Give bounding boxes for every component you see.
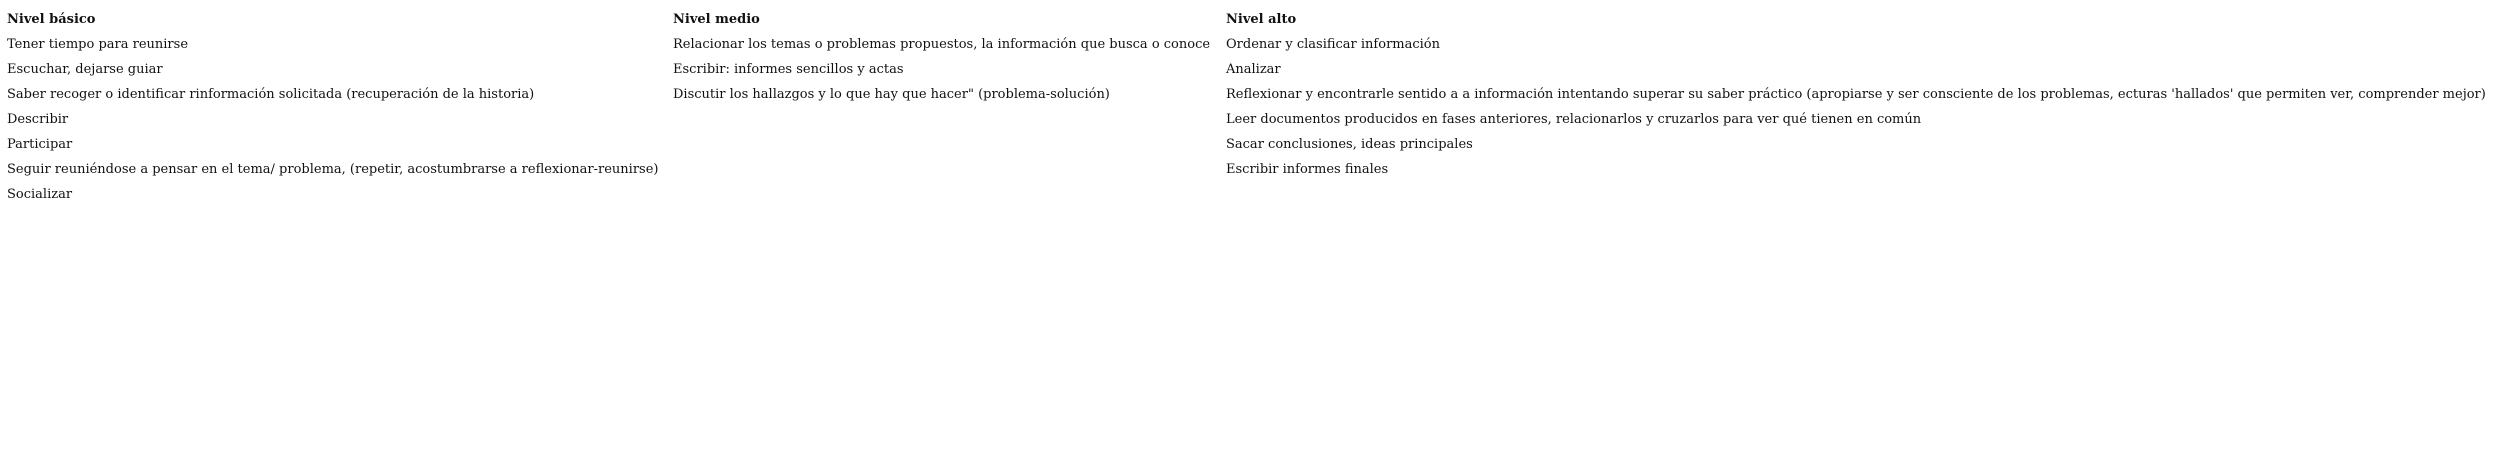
table-header	[7, 7, 2496, 32]
header-nivel-alto: Nivel alto	[1226, 12, 1297, 27]
cell-medio: Relacionar los temas o problemas propuestos, la información que busca o conoce	[673, 37, 1211, 52]
cell-basico: Socializar	[7, 187, 73, 202]
levels-table	[7, 7, 2496, 207]
cell-medio: Discutir los hallazgos y lo que hay que hacer" (problema-solución)	[673, 87, 1110, 102]
cell-medio	[673, 157, 1226, 182]
cell-alto	[1226, 182, 2496, 207]
header-row	[7, 7, 2496, 32]
table-row	[7, 107, 2496, 132]
header-nivel-basico: Nivel básico	[7, 12, 96, 27]
cell-basico: Participar	[7, 137, 73, 152]
cell-basico: Describir	[7, 112, 69, 127]
table-row	[7, 82, 2496, 107]
cell-medio	[673, 132, 1226, 157]
table-row	[7, 182, 2496, 207]
cell-alto: Ordenar y clasificar información	[1226, 37, 1440, 52]
table-row	[7, 132, 2496, 157]
cell-alto: Analizar	[1226, 62, 1281, 77]
table-row	[7, 157, 2496, 182]
cell-medio	[673, 182, 1226, 207]
cell-alto: Escribir informes finales	[1226, 162, 1389, 177]
levels-table-container	[7, 7, 2496, 207]
cell-medio: Escribir: informes sencillos y actas	[673, 62, 904, 77]
table-row	[7, 32, 2496, 57]
cell-basico: Tener tiempo para reunirse	[7, 37, 189, 52]
cell-basico: Escuchar, dejarse guiar	[7, 62, 163, 77]
cell-alto: Leer documentos producidos en fases anteriores, relacionarlos y cruzarlos para ver qué tienen en común	[1226, 112, 1922, 127]
cell-medio	[673, 107, 1226, 132]
cell-alto: Reflexionar y encontrarle sentido a a información intentando superar su saber práctico (apropiarse y ser consciente de los problemas, ecturas 'hallados' que permiten ver, comprender mejor)	[1226, 87, 2486, 102]
cell-basico: Saber recoger o identificar rinformación solicitada (recuperación de la historia)	[7, 87, 535, 102]
cell-basico: Seguir reuniéndose a pensar en el tema/ problema, (repetir, acostumbrarse a reflexionar-reunirse)	[7, 162, 659, 177]
table-row	[7, 57, 2496, 82]
header-nivel-medio: Nivel medio	[673, 12, 760, 27]
table-body	[7, 32, 2496, 207]
cell-alto: Sacar conclusiones, ideas principales	[1226, 137, 1473, 152]
